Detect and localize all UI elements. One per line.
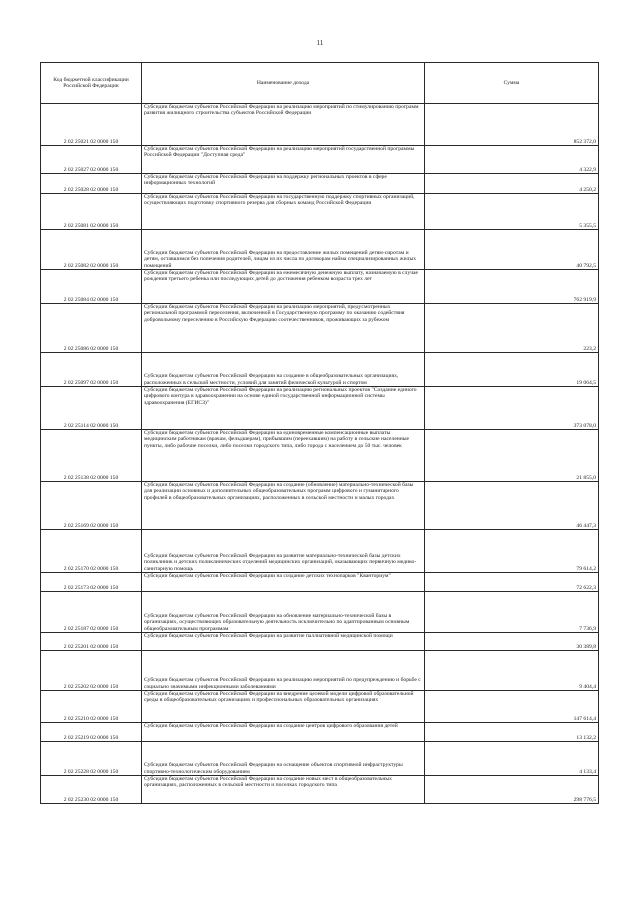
table-row <box>41 387 599 430</box>
page-number: 11 <box>316 39 324 47</box>
row-sum: 30 389,8 <box>425 633 599 651</box>
row-sum: 852 372,0 <box>425 104 599 146</box>
row-code: 2 02 25219 02 0000 150 <box>41 723 142 742</box>
table-row <box>41 304 599 353</box>
table-row <box>41 104 599 146</box>
row-sum: 4 250,2 <box>425 174 599 194</box>
row-name: Субсидии бюджетам субъектов Российской Федерации на оснащение объектов спортивной инфраструктуры спортивно-технологическим оборудованием <box>142 742 425 776</box>
table-row <box>41 573 599 592</box>
row-sum: 46 447,3 <box>425 482 599 530</box>
row-name: Субсидии бюджетам субъектов Российской Федерации на реализацию региональных проектов "Создание единого цифрового контура в здравоохранении на основе единой государственной информационной системы здравоохранения (ЕГИСЗ)" <box>142 387 425 430</box>
row-name: Субсидии бюджетам субъектов Российской Федерации на создание в общеобразовательных организациях, расположенных в сельской местности, условий для занятий физической культурой и спортом <box>142 353 425 387</box>
row-code: 2 02 25169 02 0000 150 <box>41 482 142 530</box>
row-name: Субсидии бюджетам субъектов Российской Федерации на создание новых мест в общеобразовательных организациях, расположенных в сельской местности и поселках городского типа <box>142 776 425 804</box>
row-sum: 19 064,5 <box>425 353 599 387</box>
table-row <box>41 633 599 651</box>
row-code: 2 02 25187 02 0000 150 <box>41 592 142 633</box>
row-sum: 79 614,2 <box>425 530 599 573</box>
row-code: 2 02 25027 02 0000 150 <box>41 146 142 174</box>
table-row <box>41 270 599 304</box>
table-row <box>41 174 599 194</box>
row-sum: 13 132,2 <box>425 723 599 742</box>
row-code: 2 02 25021 02 0000 150 <box>41 104 142 146</box>
row-code: 2 02 25028 02 0000 150 <box>41 174 142 194</box>
row-sum: 72 622,3 <box>425 573 599 592</box>
row-name: Субсидии бюджетам субъектов Российской Федерации на внедрение целевой модели цифровой образовательной среды в общеобразовательных организациях и профессиональных образовательных организациях <box>142 691 425 723</box>
row-name: Субсидии бюджетам субъектов Российской Федерации на реализацию мероприятий государственной программы Российской Федерации "Доступная среда" <box>142 146 425 174</box>
row-code: 2 02 25081 02 0000 150 <box>41 194 142 230</box>
row-name: Субсидии бюджетам субъектов Российской Федерации на создание детских технопарков "Кванториум" <box>142 573 425 592</box>
row-name: Субсидии бюджетам субъектов Российской Федерации на единовременные компенсационные выплаты медицинским работникам (врачам, фельдшерам), прибывшим (переехавшим) на работу в сельские населенные пункты, либо рабочие поселки, либо поселки городского типа, либо города с населением до 50 тыс. человек <box>142 430 425 482</box>
row-sum: 4 322,9 <box>425 146 599 174</box>
row-code: 2 02 25228 02 0000 150 <box>41 742 142 776</box>
header-code: Код бюджетной классификации Российской Федерации <box>41 63 142 104</box>
row-code: 2 02 25138 02 0000 150 <box>41 430 142 482</box>
row-name: Субсидии бюджетам субъектов Российской Федерации на создание (обновление) материально-технической базы для реализации основных и дополнительных общеобразовательных программ цифрового и гуманитарного профилей в общеобразовательных организациях, расположенных в сельской местности и малых городах <box>142 482 425 530</box>
row-code: 2 02 25230 02 0000 150 <box>41 776 142 804</box>
row-name: Субсидии бюджетам субъектов Российской Федерации на государственную поддержку спортивных организаций, осуществляющих подготовку спортивного резерва для сборных команд Российской Федерации <box>142 194 425 230</box>
table-row <box>41 230 599 270</box>
table-row <box>41 691 599 723</box>
row-code: 2 02 25084 02 0000 150 <box>41 270 142 304</box>
table-row <box>41 146 599 174</box>
row-name: Субсидии бюджетам субъектов Российской Федерации на развитие материально-технической базы детских поликлиник и детских поликлинических отделений медицинских организаций, оказывающих первичную медико-санитарную помощь <box>142 530 425 573</box>
row-sum: 298 776,5 <box>425 776 599 804</box>
table-row <box>41 776 599 804</box>
row-code: 2 02 25082 02 0000 150 <box>41 230 142 270</box>
table-row <box>41 194 599 230</box>
row-code: 2 02 25201 02 0000 150 <box>41 633 142 651</box>
row-name: Субсидии бюджетам субъектов Российской Федерации на реализацию мероприятий, предусмотренных региональной программой переселения, включенной в Государственную программу по оказанию содействия добровольному переселению в Российскую Федерацию соотечественников, проживающих за рубежом <box>142 304 425 353</box>
table-row <box>41 482 599 530</box>
row-name: Субсидии бюджетам субъектов Российской Федерации на реализацию мероприятий по предупреждению и борьбе с социально значимыми инфекционными заболеваниями <box>142 651 425 691</box>
table-header-row <box>41 63 599 104</box>
table-row <box>41 651 599 691</box>
row-name: Субсидии бюджетам субъектов Российской Федерации на ежемесячную денежную выплату, назначаемую в случае рождения третьего ребенка или последующих детей до достижения ребенком возраста трех лет <box>142 270 425 304</box>
row-name: Субсидии бюджетам субъектов Российской Федерации на создание центров цифрового образования детей <box>142 723 425 742</box>
row-name: Субсидии бюджетам субъектов Российской Федерации на развитие паллиативной медицинской помощи <box>142 633 425 651</box>
row-sum: 223,2 <box>425 304 599 353</box>
row-sum: 40 792,5 <box>425 230 599 270</box>
row-sum: 373 078,0 <box>425 387 599 430</box>
row-sum: 7 736,9 <box>425 592 599 633</box>
row-name: Субсидии бюджетам субъектов Российской Федерации на предоставление жилых помещений детям-сиротам и детям, оставшимся без попечения родителей, лицам из их числа по договорам найма специализированных жилых помещений <box>142 230 425 270</box>
row-code: 2 02 25202 02 0000 150 <box>41 651 142 691</box>
row-sum: 762 919,9 <box>425 270 599 304</box>
row-name: Субсидии бюджетам субъектов Российской Федерации на реализацию мероприятий по стимулированию программ развития жилищного строительства субъектов Российской Федерации <box>142 104 425 146</box>
header-sum: Сумма <box>425 63 599 104</box>
table-row <box>41 592 599 633</box>
row-code: 2 02 25173 02 0000 150 <box>41 573 142 592</box>
row-sum: 4 133,4 <box>425 742 599 776</box>
table-row <box>41 742 599 776</box>
row-sum: 147 614,4 <box>425 691 599 723</box>
table-row <box>41 430 599 482</box>
row-code: 2 02 25086 02 0000 150 <box>41 304 142 353</box>
row-sum: 9 404,4 <box>425 651 599 691</box>
table-row <box>41 353 599 387</box>
row-code: 2 02 25170 02 0000 150 <box>41 530 142 573</box>
row-code: 2 02 25097 02 0000 150 <box>41 353 142 387</box>
revenue-table <box>40 62 599 804</box>
row-name: Субсидии бюджетам субъектов Российской Федерации на обновление материально-технической базы в организациях, осуществляющих образовательную деятельность исключительно по адаптированным основным общеобразовательным программам <box>142 592 425 633</box>
table-row <box>41 723 599 742</box>
row-code: 2 02 25114 02 0000 150 <box>41 387 142 430</box>
row-sum: 21 855,0 <box>425 430 599 482</box>
row-code: 2 02 25210 02 0000 150 <box>41 691 142 723</box>
table-row <box>41 530 599 573</box>
header-name: Наименование дохода <box>142 63 425 104</box>
row-name: Субсидии бюджетам субъектов Российской Федерации на поддержку региональных проектов в сфере информационных технологий <box>142 174 425 194</box>
row-sum: 5 355,5 <box>425 194 599 230</box>
